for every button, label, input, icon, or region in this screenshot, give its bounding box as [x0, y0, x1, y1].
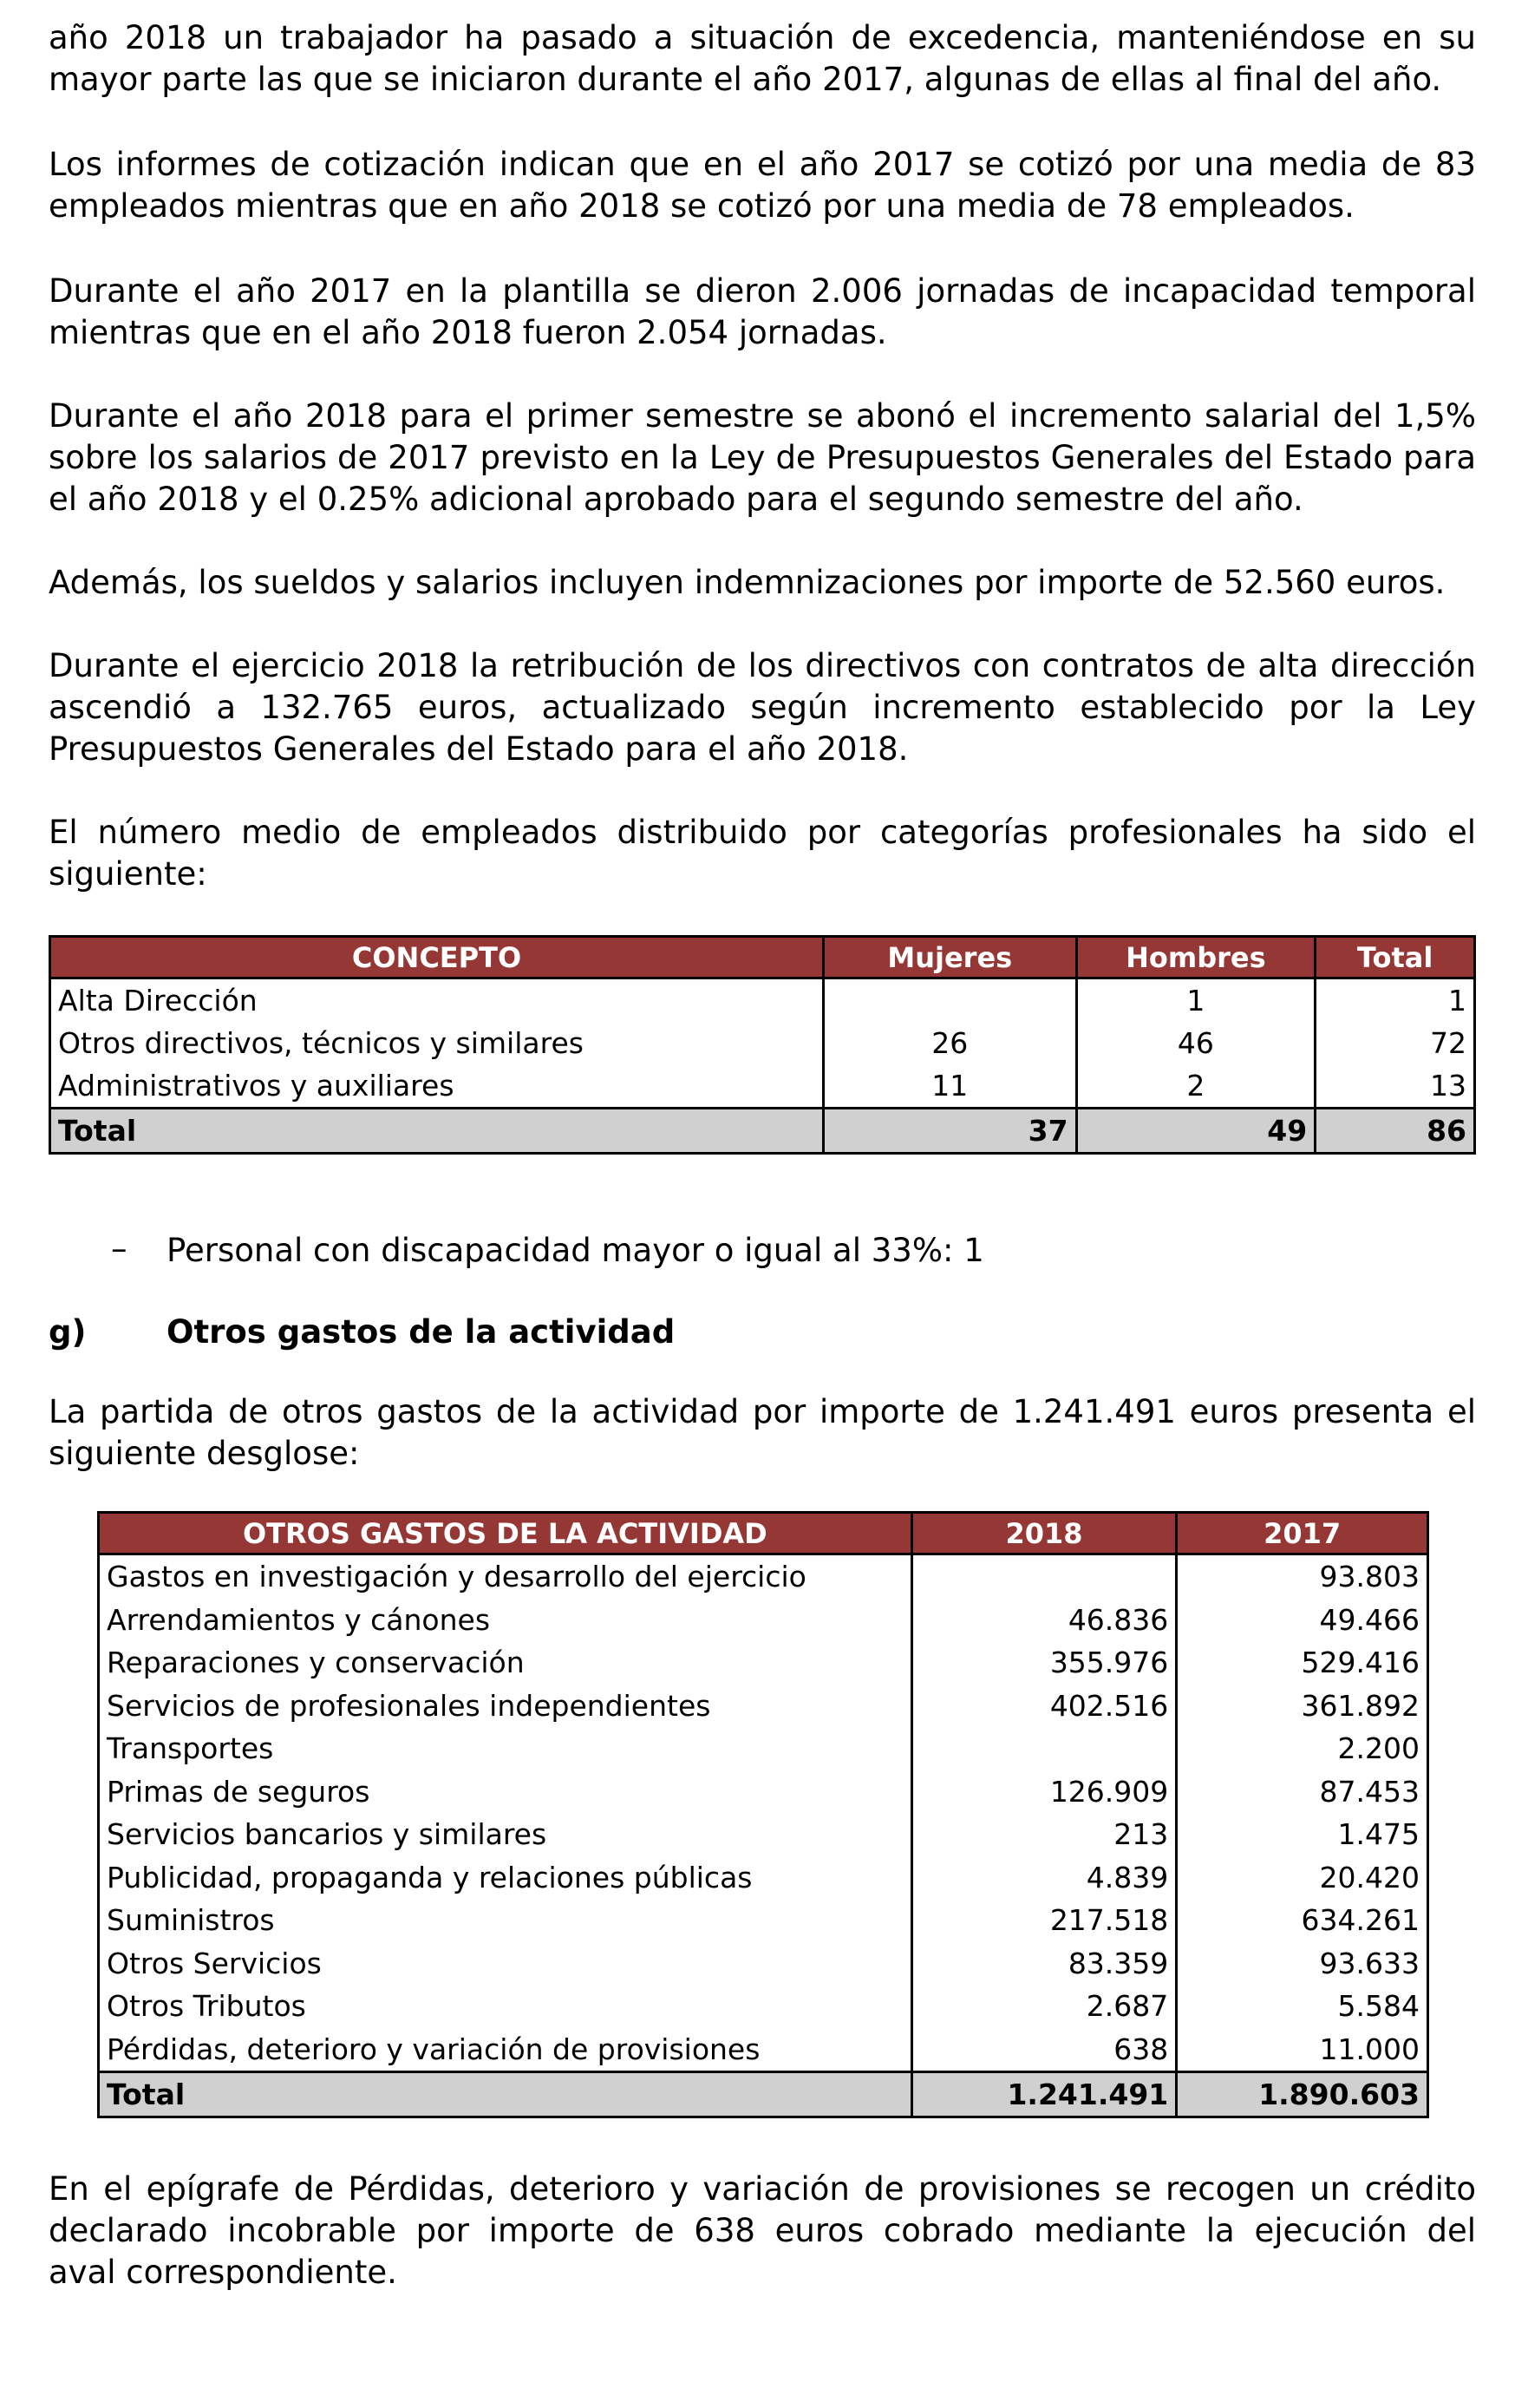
text-line: Presupuestos Generales del Estado para el año 2018. [49, 730, 909, 768]
table-row [50, 1022, 1475, 1064]
cell-2017: 2.200 [1177, 1727, 1428, 1770]
text-line: el año 2018 y el 0.25% adicional aprobado para el segundo semestre del año. [49, 481, 1303, 518]
paragraph-cotizacion [49, 144, 1476, 227]
paragraph-otros-gastos [49, 1391, 1476, 1475]
cell-total-label: Total [50, 1109, 824, 1154]
table-row [99, 2028, 1428, 2072]
cell-concepto: Arrendamientos y cánones [99, 1599, 912, 1642]
text-line: siguiente desglose: [49, 1435, 360, 1472]
text-line: aval correspondiente. [49, 2254, 397, 2291]
header-2018: 2018 [911, 1513, 1177, 1554]
paragraph-indemnizaciones [49, 562, 1476, 604]
cell-2018 [911, 1554, 1177, 1599]
paragraph-numero-medio [49, 812, 1476, 895]
employees-table [49, 935, 1476, 1155]
cell-2017: 11.000 [1177, 2028, 1428, 2072]
header-total: Total [1316, 937, 1475, 978]
text-line: Durante el año 2018 para el primer semestre se abonó el incremento salarial del 1,5% [49, 397, 1476, 435]
cell-concepto: Servicios de profesionales independientes [99, 1685, 912, 1728]
cell-2017: 87.453 [1177, 1770, 1428, 1814]
table-row [99, 1641, 1428, 1685]
text-line: Durante el ejercicio 2018 la retribución de los directivos con contratos de alta dirección [49, 647, 1476, 684]
paragraph-incapacidad [49, 271, 1476, 354]
cell-hombres: 46 [1076, 1022, 1316, 1064]
cell-2017: 93.803 [1177, 1554, 1428, 1599]
table-row [99, 1727, 1428, 1770]
table-row [99, 1554, 1428, 1599]
cell-2017: 20.420 [1177, 1856, 1428, 1900]
paragraph-excedencia [49, 17, 1476, 101]
cell-concepto: Otros Tributos [99, 1985, 912, 2028]
table-row [99, 1985, 1428, 2028]
cell-concepto: Otros Servicios [99, 1942, 912, 1986]
cell-2018: 2.687 [911, 1985, 1177, 2028]
cell-total-hombres: 49 [1076, 1109, 1316, 1154]
cell-2018: 213 [911, 1813, 1177, 1856]
table-row [99, 1770, 1428, 1814]
table-row [99, 1813, 1428, 1856]
cell-2017: 634.261 [1177, 1899, 1428, 1942]
text-line: Los informes de cotización indican que en el año 2017 se cotizó por una media de 83 [49, 146, 1476, 183]
text-line: empleados mientras que en año 2018 se cotizó por una media de 78 empleados. [49, 187, 1355, 225]
header-mujeres: Mujeres [824, 937, 1077, 978]
bullet-dash: – [111, 1230, 127, 1267]
text-line: mientras que en el año 2018 fueron 2.054 jornadas. [49, 314, 887, 351]
cell-2018: 402.516 [911, 1685, 1177, 1728]
cell-concepto: Otros directivos, técnicos y similares [50, 1022, 824, 1064]
header-otros-gastos: OTROS GASTOS DE LA ACTIVIDAD [99, 1513, 912, 1554]
cell-2018: 126.909 [911, 1770, 1177, 1814]
cell-concepto: Transportes [99, 1727, 912, 1770]
text-line: En el epígrafe de Pérdidas, deterioro y variación de provisiones se recogen un crédito [49, 2170, 1476, 2208]
section-title: Otros gastos de la actividad [167, 1313, 676, 1351]
cell-mujeres: 11 [824, 1064, 1077, 1109]
cell-2018: 217.518 [911, 1899, 1177, 1942]
cell-2018: 4.839 [911, 1856, 1177, 1900]
paragraph-retribucion-directivos [49, 645, 1476, 770]
cell-mujeres [824, 978, 1077, 1023]
table-row [99, 1942, 1428, 1986]
cell-2018: 638 [911, 2028, 1177, 2072]
header-2017: 2017 [1177, 1513, 1428, 1554]
header-concepto: CONCEPTO [50, 937, 824, 978]
cell-total-mujeres: 37 [824, 1109, 1077, 1154]
text-line: sobre los salarios de 2017 previsto en la Ley de Presupuestos Generales del Estado para [49, 439, 1476, 476]
cell-2017: 93.633 [1177, 1942, 1428, 1986]
cell-concepto: Gastos en investigación y desarrollo del ejercicio [99, 1554, 912, 1599]
cell-concepto: Alta Dirección [50, 978, 824, 1023]
cell-concepto: Primas de seguros [99, 1770, 912, 1814]
table-row [50, 1064, 1475, 1109]
cell-hombres: 2 [1076, 1064, 1316, 1109]
cell-total-label: Total [99, 2072, 912, 2117]
cell-2018 [911, 1727, 1177, 1770]
table-row [50, 978, 1475, 1023]
table-header-row [50, 937, 1475, 978]
table-row [99, 1856, 1428, 1900]
cell-2017: 529.416 [1177, 1641, 1428, 1685]
text-line: Además, los sueldos y salarios incluyen indemnizaciones por importe de 52.560 euros. [49, 564, 1446, 601]
cell-total: 72 [1316, 1022, 1475, 1064]
cell-total: 1 [1316, 978, 1475, 1023]
cell-concepto: Publicidad, propaganda y relaciones públicas [99, 1856, 912, 1900]
text-line: año 2018 un trabajador ha pasado a situación de excedencia, manteniéndose en su [49, 19, 1476, 56]
section-letter: g) [49, 1313, 87, 1351]
cell-concepto: Suministros [99, 1899, 912, 1942]
text-line: El número medio de empleados distribuido por categorías profesionales ha sido el [49, 814, 1476, 851]
text-line: ascendió a 132.765 euros, actualizado según incremento establecido por la Ley [49, 689, 1476, 726]
cell-mujeres: 26 [824, 1022, 1077, 1064]
paragraph-perdidas [49, 2169, 1476, 2293]
cell-total-2018: 1.241.491 [911, 2072, 1177, 2117]
table-row [99, 1899, 1428, 1942]
cell-2017: 361.892 [1177, 1685, 1428, 1728]
table-row [99, 1599, 1428, 1642]
cell-2017: 5.584 [1177, 1985, 1428, 2028]
text-line: siguiente: [49, 855, 207, 893]
cell-hombres: 1 [1076, 978, 1316, 1023]
bullet-discapacidad: Personal con discapacidad mayor o igual al 33%: 1 [167, 1232, 984, 1269]
cell-2018: 355.976 [911, 1641, 1177, 1685]
cell-total-2017: 1.890.603 [1177, 2072, 1428, 2117]
table-total-row [50, 1109, 1475, 1154]
cell-2017: 1.475 [1177, 1813, 1428, 1856]
table-total-row [99, 2072, 1428, 2117]
cell-concepto: Reparaciones y conservación [99, 1641, 912, 1685]
table-row [99, 1685, 1428, 1728]
header-hombres: Hombres [1076, 937, 1316, 978]
paragraph-incremento-salarial [49, 396, 1476, 520]
text-line: declarado incobrable por importe de 638 euros cobrado mediante la ejecución del [49, 2212, 1476, 2249]
cell-concepto: Administrativos y auxiliares [50, 1064, 824, 1109]
cell-total: 13 [1316, 1064, 1475, 1109]
cell-total-total: 86 [1316, 1109, 1475, 1154]
cell-2018: 83.359 [911, 1942, 1177, 1986]
cell-2017: 49.466 [1177, 1599, 1428, 1642]
text-line: Durante el año 2017 en la plantilla se dieron 2.006 jornadas de incapacidad temporal [49, 272, 1476, 310]
text-line: La partida de otros gastos de la actividad por importe de 1.241.491 euros presenta el [49, 1393, 1476, 1430]
cell-concepto: Pérdidas, deterioro y variación de provisiones [99, 2028, 912, 2072]
cell-2018: 46.836 [911, 1599, 1177, 1642]
expenses-table [97, 1511, 1429, 2118]
text-line: mayor parte las que se iniciaron durante el año 2017, algunas de ellas al final del año. [49, 61, 1442, 98]
cell-concepto: Servicios bancarios y similares [99, 1813, 912, 1856]
table-header-row [99, 1513, 1428, 1554]
